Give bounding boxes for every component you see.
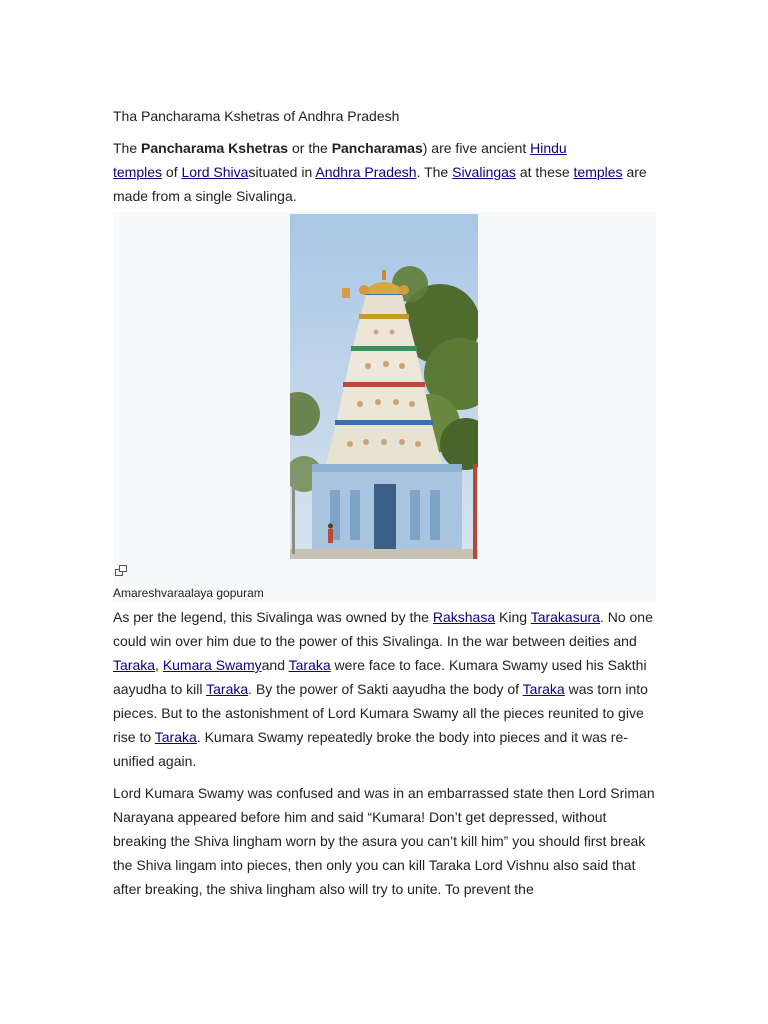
text-run: ,	[155, 657, 163, 673]
text-run: or the	[288, 140, 332, 156]
text-run: As per the legend, this Sivalinga was owned by the	[113, 609, 433, 625]
text-run: and	[261, 657, 289, 673]
link-rakshasa[interactable]: Rakshasa	[432, 609, 496, 625]
article-title: Tha Pancharama Kshetras of Andhra Pradesh	[113, 108, 400, 124]
text-run: at these	[515, 164, 574, 180]
bold-term-pancharamas: Pancharamas	[331, 140, 423, 156]
text-run: was torn into pieces. But to the astonishment of Lord Kumara Swamy all the pieces reunited to give rise to	[113, 681, 648, 745]
link-taraka[interactable]: Taraka	[113, 657, 156, 673]
enlarge-icon[interactable]	[115, 564, 127, 576]
text-run: of	[162, 164, 182, 180]
link-taraka[interactable]: Taraka	[154, 729, 197, 745]
link-temples-2[interactable]: temples	[573, 164, 623, 180]
article	[113, 106, 658, 901]
text-run: . By the power of Sakti aayudha the body of	[248, 681, 523, 697]
link-sivalingas[interactable]: Sivalingas	[452, 164, 516, 180]
link-taraka[interactable]: Taraka	[288, 657, 331, 673]
text-run: situated in	[248, 164, 316, 180]
figure-box	[113, 212, 656, 601]
text-run: King	[495, 609, 531, 625]
text-run: The	[113, 140, 142, 156]
text-run: . No one could win over him due to the power of this Sivalinga. In the war between deities and	[113, 609, 653, 649]
text-run: . Kumara Swamy repeatedly broke the body into pieces and it was re-unified again.	[113, 729, 628, 769]
narayana-paragraph: Lord Kumara Swamy was confused and was in an embarrassed state then Lord Sriman Narayana appeared before him and said “Kumara! Don’t get depressed, without breaking the Shiva lingham worn by the asura you can’t kill him” you should first break the Shiva lingam into pieces, then only you can kill Taraka Lord Vishnu also said that after breaking, the shiva lingham also will try to unite. To prevent the	[113, 785, 655, 897]
link-hindu[interactable]: Hindu	[530, 140, 567, 156]
text-run: . The	[416, 164, 453, 180]
link-kumara-swamy[interactable]: Kumara Swamy	[162, 657, 262, 673]
text-run: are made from a single Sivalinga.	[113, 164, 647, 204]
link-lord-shiva[interactable]: Lord Shiva	[181, 164, 249, 180]
link-taraka[interactable]: Taraka	[522, 681, 565, 697]
legend-paragraph	[113, 605, 658, 773]
text-run: ) are five ancient	[422, 140, 531, 156]
link-taraka[interactable]: Taraka	[206, 681, 249, 697]
link-tarakasura[interactable]: Tarakasura	[530, 609, 600, 625]
figure-caption: Amareshvaraalaya gopuram	[113, 586, 264, 600]
link-andhra-pradesh[interactable]: Andhra Pradesh	[315, 164, 417, 180]
intro-paragraph	[113, 136, 658, 208]
temple-gopuram-photo[interactable]	[290, 214, 478, 559]
text-run: were face to face. Kumara Swamy used his Sakthi aayudha to kill	[113, 657, 647, 697]
link-temples[interactable]: temples	[113, 164, 163, 180]
bold-term-pancharama-kshetras: Pancharama Kshetras	[141, 140, 289, 156]
